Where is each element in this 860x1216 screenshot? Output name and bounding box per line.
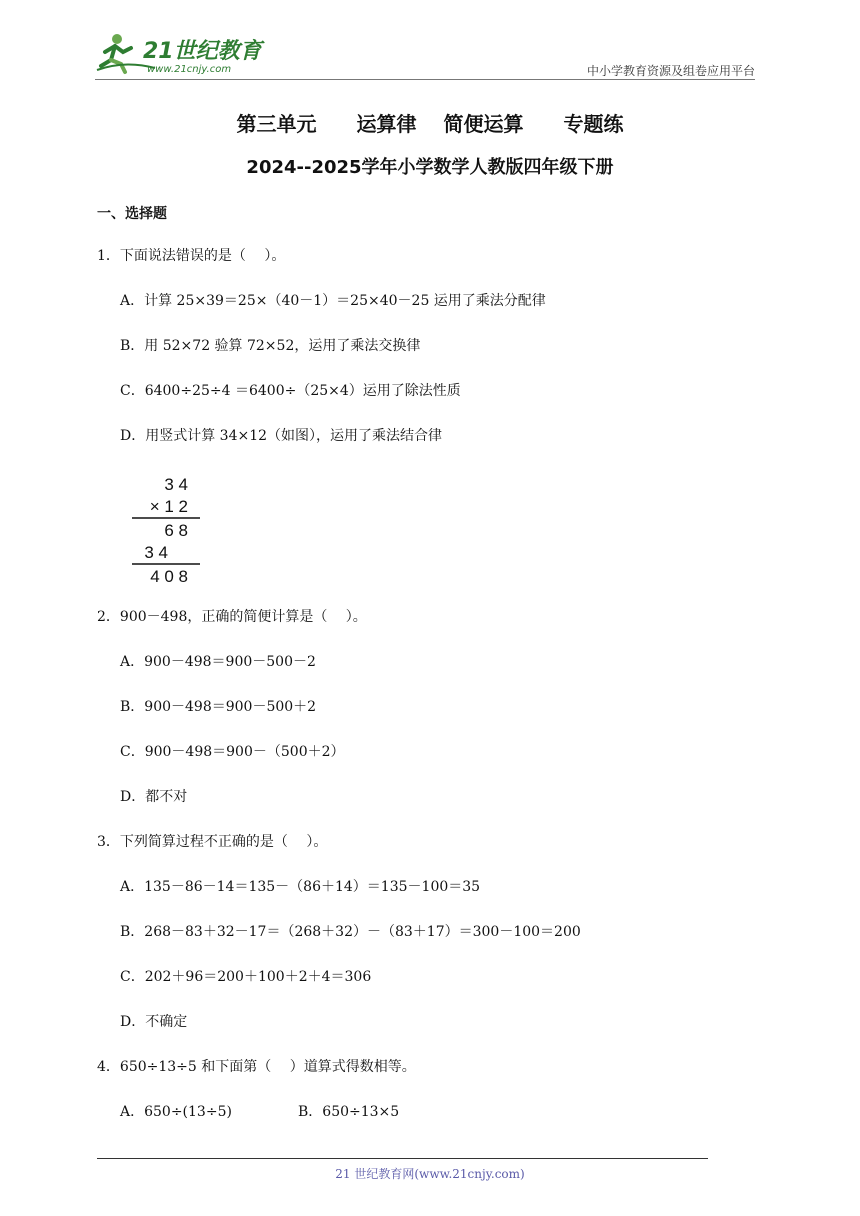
calc-row-4: 3 4 — [144, 543, 168, 562]
logo-url: www.21cnjy.com — [147, 64, 232, 75]
question-3-stem: 3．下列简算过程不正确的是（ ）。 — [97, 834, 328, 850]
page-header — [95, 30, 755, 80]
page-title: 第三单元 运算律 简便运算 专题练 — [236, 112, 624, 136]
question-2-stem: 2．900－498，正确的简便计算是（ ）。 — [97, 609, 367, 625]
question-1-option-c: C．6400÷25÷4 ＝6400÷（25×4）运用了除法性质 — [120, 383, 461, 399]
calc-row-2: × 1 2 — [149, 497, 188, 516]
question-1-option-d: D．用竖式计算 34×12（如图），运用了乘法结合律 — [120, 428, 443, 444]
question-2-option-a: A．900－498＝900－500－2 — [120, 654, 316, 670]
logo — [95, 30, 265, 76]
calc-row-3: 6 8 — [164, 521, 188, 540]
question-2-option-b: B．900－498＝900－500＋2 — [120, 699, 317, 715]
header-divider — [95, 79, 755, 80]
question-3-option-a: A．135－86－14＝135－（86＋14）＝135－100＝35 — [120, 879, 481, 895]
footer-divider — [97, 1158, 708, 1159]
question-3-option-b: B．268－83＋32－17＝（268＋32）－（83＋17）＝300－100＝200 — [120, 924, 581, 940]
question-1-option-a: A．计算 25×39＝25×（40－1）＝25×40－25 运用了乘法分配律 — [120, 293, 546, 309]
question-4-option-b: B．650÷13×5 — [298, 1104, 400, 1120]
question-1-stem: 1．下面说法错误的是（ ）。 — [97, 248, 286, 264]
calc-row-5: 4 0 8 — [150, 567, 188, 586]
question-2-option-d: D．都不对 — [120, 789, 188, 805]
section-heading: 一、选择题 — [97, 206, 167, 222]
question-1-option-b: B．用 52×72 验算 72×52，运用了乘法交换律 — [120, 338, 421, 354]
question-4-stem: 4．650÷13÷5 和下面第（ ）道算式得数相等。 — [97, 1059, 416, 1075]
calc-row-1: 3 4 — [164, 475, 188, 494]
question-4-option-a: A．650÷(13÷5) — [120, 1104, 232, 1120]
header-right-text: 中小学教育资源及组卷应用平台 — [586, 64, 755, 78]
question-3-option-c: C．202＋96＝200＋100＋2＋4＝306 — [120, 969, 372, 985]
page-subtitle: 2024--2025学年小学数学人教版四年级下册 — [246, 157, 614, 178]
logo-text: 21世纪教育 — [143, 39, 262, 64]
page-footer[interactable]: 21 世纪教育网(www.21cnjy.com) — [335, 1167, 525, 1181]
question-2-option-c: C．900－498＝900－（500＋2） — [120, 744, 345, 760]
question-3-option-d: D．不确定 — [120, 1014, 188, 1030]
vertical-multiplication-figure — [130, 474, 202, 586]
